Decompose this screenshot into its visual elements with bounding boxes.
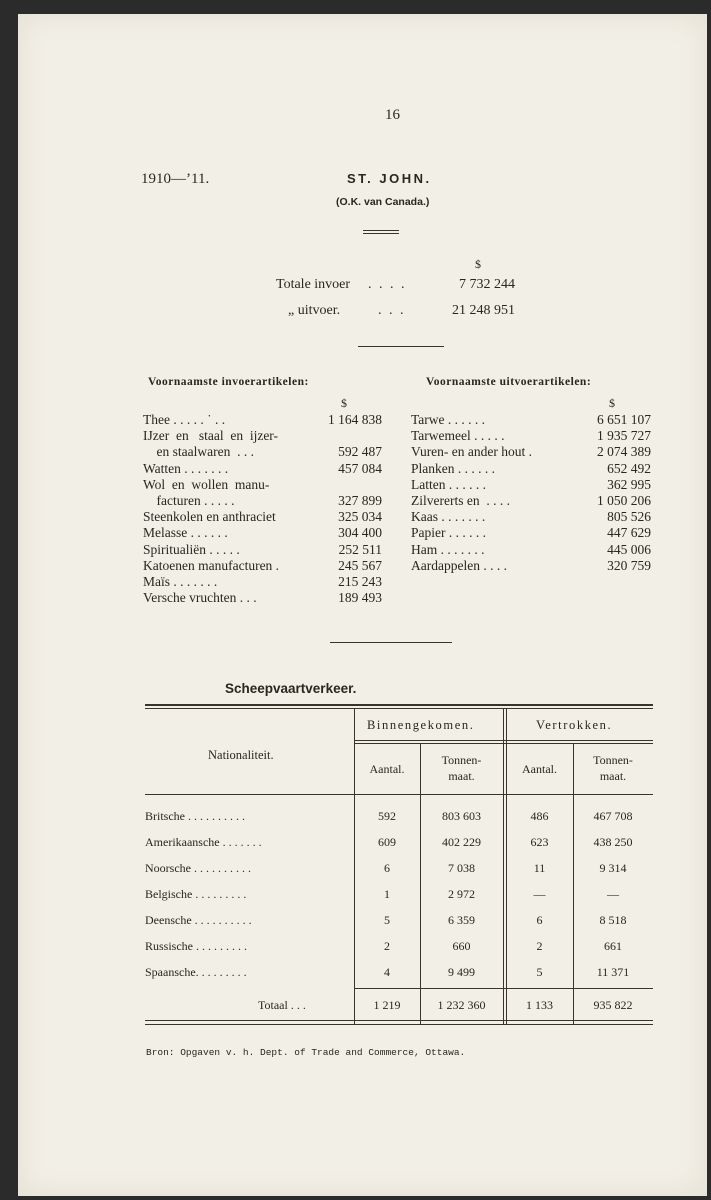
out-tonnage-cell: 9 314 xyxy=(599,861,627,875)
total-label: Totaal . . . xyxy=(258,998,306,1012)
total-import-leader: . . . . xyxy=(368,277,407,292)
list-item xyxy=(411,493,651,509)
totals-currency: $ xyxy=(475,257,481,271)
col-header-outgoing: Vertrokken. xyxy=(536,718,613,732)
item-label: Vuren- en ander hout . xyxy=(411,444,533,460)
nationality-cell: Russische . . . . . . . . . xyxy=(145,939,247,953)
in-tonnage-cell: 2 972 xyxy=(448,887,475,901)
page-title: ST. JOHN. xyxy=(347,171,432,186)
item-value: 447 629 xyxy=(607,525,651,541)
source-note: Bron: Opgaven v. h. Dept. of Trade and Commerce, Ottawa. xyxy=(146,1047,466,1058)
out-count-cell: 2 xyxy=(536,939,543,953)
table-vline xyxy=(573,743,574,1024)
total-export-leader: . . . xyxy=(378,303,406,318)
table-rule xyxy=(145,1024,653,1025)
out-tonnage-cell: 438 250 xyxy=(593,835,633,849)
out-tonnage-cell: 8 518 xyxy=(599,913,627,927)
nationality-cell: Amerikaansche . . . . . . . xyxy=(145,835,262,849)
item-value: 805 526 xyxy=(607,509,651,525)
nationality-cell: Spaansche. . . . . . . . . xyxy=(145,965,247,979)
shipping-heading: Scheepvaartverkeer. xyxy=(225,681,357,696)
list-item xyxy=(411,461,651,477)
list-item xyxy=(411,444,651,460)
out-count-cell: 5 xyxy=(536,965,543,979)
col-header-incoming: Binnengekomen. xyxy=(367,718,475,732)
out-tonnage-cell: 11 371 xyxy=(596,965,630,979)
item-value: 445 006 xyxy=(607,541,651,557)
page-subtitle: (O.K. van Canada.) xyxy=(336,196,430,208)
divider xyxy=(363,230,399,231)
item-label: Maïs . . . . . . . xyxy=(143,573,218,589)
item-value: 652 492 xyxy=(607,460,651,476)
table-rule xyxy=(145,708,653,709)
list-item xyxy=(143,574,382,590)
out-tonnage-cell: 661 xyxy=(604,939,622,953)
in-tonnage-cell: 803 603 xyxy=(442,809,481,823)
out-tonnage-cell: — xyxy=(607,887,619,901)
list-item xyxy=(411,542,651,558)
col-header-in-count: Aantal. xyxy=(369,762,405,776)
in-tonnage-cell: 9 499 xyxy=(448,965,475,979)
in-count-cell: 592 xyxy=(378,809,396,823)
divider xyxy=(358,346,444,347)
table-vline xyxy=(503,708,504,1024)
nationality-cell: Britsche . . . . . . . . . . xyxy=(145,809,245,823)
list-item xyxy=(411,477,651,493)
in-tonnage-cell: 402 229 xyxy=(442,835,481,849)
item-value: 592 487 xyxy=(338,444,382,460)
item-label: Latten . . . . . . xyxy=(411,476,486,492)
item-label: IJzer en staal en ijzer- xyxy=(143,428,279,444)
list-item xyxy=(143,558,382,574)
total-out-count: 1 133 xyxy=(526,998,553,1012)
table-rule xyxy=(145,704,653,706)
item-value: 252 511 xyxy=(338,541,382,557)
item-value: 189 493 xyxy=(338,590,382,606)
in-tonnage-cell: 6 359 xyxy=(448,913,475,927)
total-export-value: 21 248 951 xyxy=(452,303,515,318)
item-label: Melasse . . . . . . xyxy=(143,525,228,541)
item-label: Planken . . . . . . xyxy=(411,460,495,476)
exports-list xyxy=(411,412,651,574)
list-item xyxy=(411,558,651,574)
item-value: 327 899 xyxy=(338,492,382,508)
item-value: 6 651 107 xyxy=(597,412,651,427)
item-label: Zilvererts en . . . . xyxy=(411,492,510,508)
imports-list xyxy=(143,412,382,606)
list-item xyxy=(411,428,651,444)
divider xyxy=(330,642,452,643)
out-count-cell: 6 xyxy=(536,913,543,927)
item-value: 215 243 xyxy=(338,573,382,589)
list-item xyxy=(143,542,382,558)
col-header-out-tonnage: Tonnen- maat. xyxy=(593,753,633,783)
in-count-cell: 2 xyxy=(384,939,390,953)
list-item xyxy=(143,428,382,444)
nationality-cell: Belgische . . . . . . . . . xyxy=(145,887,247,901)
item-value: 2 074 389 xyxy=(597,444,651,460)
page-number: 16 xyxy=(385,107,400,123)
list-item xyxy=(143,461,382,477)
nationality-cell: Deensche . . . . . . . . . . xyxy=(145,913,252,927)
list-item xyxy=(143,412,382,428)
col-header-out-count: Aantal. xyxy=(522,762,557,776)
item-label: Spiritualiën . . . . . xyxy=(143,541,240,557)
total-out-tonnage: 935 822 xyxy=(593,998,633,1012)
item-value: 325 034 xyxy=(338,509,382,525)
item-label: en staalwaren . . . xyxy=(143,444,254,460)
item-label: Ham . . . . . . . xyxy=(411,541,485,557)
item-label: Papier . . . . . . xyxy=(411,525,486,541)
item-label: Kaas . . . . . . . xyxy=(411,509,486,525)
in-tonnage-cell: 660 xyxy=(452,939,471,953)
total-in-count: 1 219 xyxy=(373,998,401,1012)
item-label: Thee . . . . . ˙ . . xyxy=(143,412,226,427)
list-item xyxy=(143,590,382,606)
out-count-cell: 486 xyxy=(530,809,549,823)
total-import-value: 7 732 244 xyxy=(459,277,515,292)
item-value: 245 567 xyxy=(338,557,382,573)
col-header-nationality: Nationaliteit. xyxy=(208,748,274,762)
list-item xyxy=(143,444,382,460)
list-item xyxy=(411,412,651,428)
out-tonnage-cell: 467 708 xyxy=(593,809,633,823)
total-export-label: „ uitvoer. xyxy=(288,303,341,318)
item-label: Wol en wollen manu- xyxy=(143,476,270,492)
imports-currency: $ xyxy=(341,396,347,410)
list-item xyxy=(411,509,651,525)
year-label: 1910—’11. xyxy=(141,171,210,187)
item-value: 304 400 xyxy=(338,525,382,541)
table-vline xyxy=(420,743,421,1024)
exports-heading: Voornaamste uitvoerartikelen: xyxy=(426,376,592,388)
list-item xyxy=(143,509,382,525)
item-value: 320 759 xyxy=(607,557,651,573)
imports-heading: Voornaamste invoerartikelen: xyxy=(148,376,309,388)
out-count-cell: — xyxy=(533,887,546,901)
item-label: Tarwemeel . . . . . xyxy=(411,428,505,444)
table-rule xyxy=(145,794,653,795)
divider xyxy=(363,233,399,234)
list-item xyxy=(143,477,382,493)
list-item xyxy=(143,493,382,509)
document-page xyxy=(18,14,707,1196)
exports-currency: $ xyxy=(609,396,615,410)
item-value: 1 050 206 xyxy=(597,492,651,508)
col-header-in-tonnage: Tonnen- maat. xyxy=(441,753,482,783)
in-count-cell: 4 xyxy=(384,965,390,979)
in-count-cell: 609 xyxy=(378,835,396,849)
nationality-cell: Noorsche . . . . . . . . . . xyxy=(145,861,251,875)
item-value: 1 164 838 xyxy=(328,412,382,427)
in-count-cell: 6 xyxy=(384,861,390,875)
item-label: Versche vruchten . . . xyxy=(143,590,257,606)
item-label: facturen . . . . . xyxy=(143,492,235,508)
list-item xyxy=(411,525,651,541)
item-label: Tarwe . . . . . . xyxy=(411,412,486,427)
item-label: Watten . . . . . . . xyxy=(143,460,229,476)
in-count-cell: 1 xyxy=(384,887,390,901)
out-count-cell: 623 xyxy=(530,835,549,849)
item-label: Aardappelen . . . . xyxy=(411,557,507,573)
item-value: 457 084 xyxy=(338,460,382,476)
in-count-cell: 5 xyxy=(384,913,390,927)
list-item xyxy=(143,525,382,541)
out-count-cell: 11 xyxy=(533,861,546,875)
in-tonnage-cell: 7 038 xyxy=(448,861,475,875)
total-in-tonnage: 1 232 360 xyxy=(437,998,486,1012)
item-value: 362 995 xyxy=(607,476,651,492)
item-label: Katoenen manufacturen . xyxy=(143,557,280,573)
item-label: Steenkolen en anthraciet xyxy=(143,509,276,525)
total-import-label: Totale invoer xyxy=(276,277,351,292)
item-value: 1 935 727 xyxy=(597,428,651,444)
table-rule xyxy=(145,1020,653,1021)
